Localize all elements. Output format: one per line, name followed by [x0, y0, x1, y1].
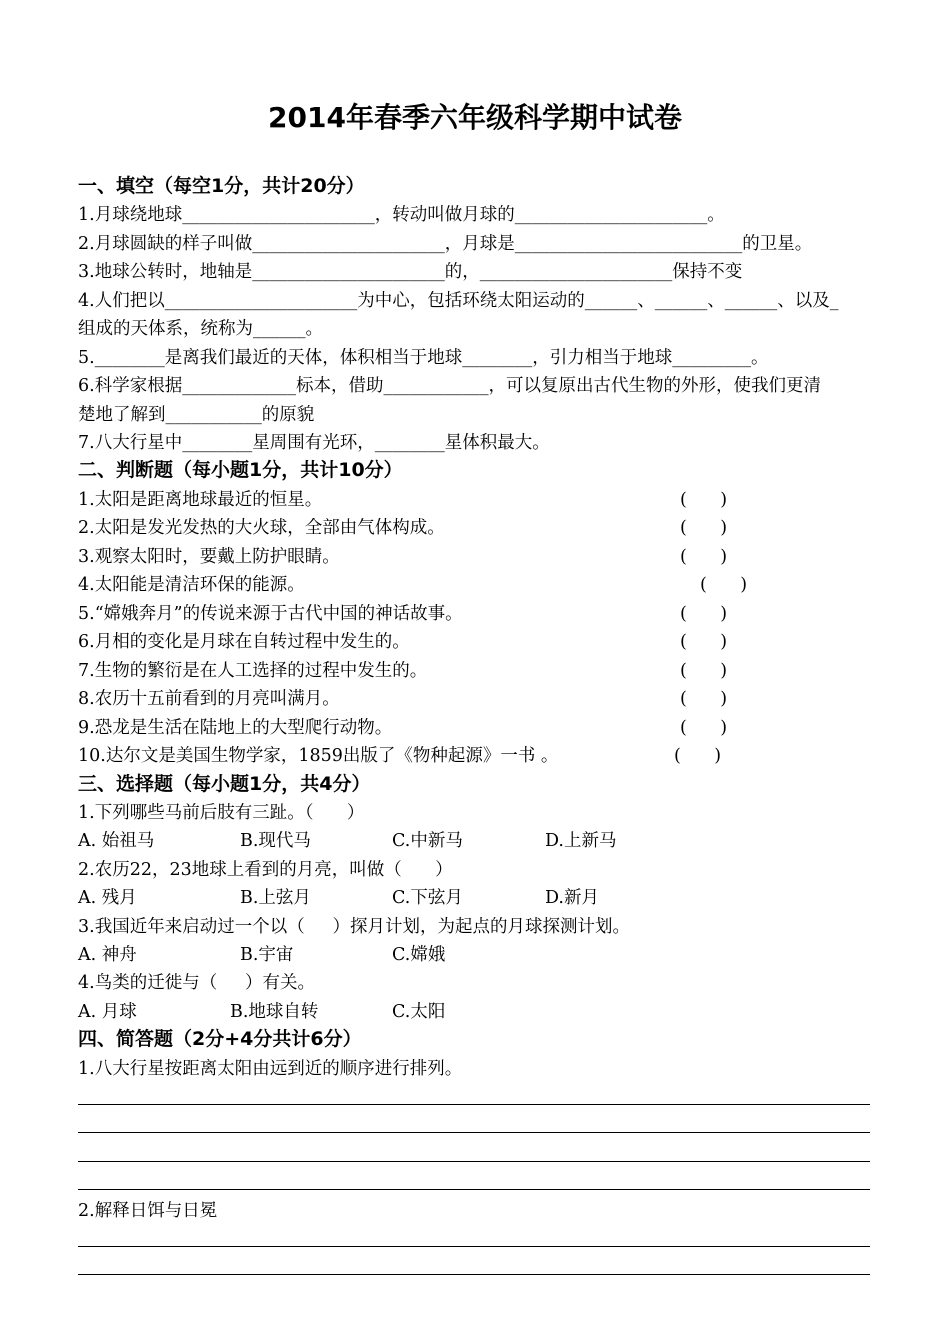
answer-parentheses: ( ) [700, 575, 748, 595]
true-false-item: 3.观察太阳时，要戴上防护眼睛。 [78, 547, 340, 567]
fill-blank-line: 4.人们把以______________________为中心，包括环绕太阳运动的______、______、______、以及_ [78, 291, 839, 311]
choice-option-c: C.下弦月 [392, 888, 463, 908]
section-heading-fill-blank: 一、填空（每空1分，共计20分） [78, 175, 365, 197]
fill-blank-line: 3.地球公转时，地轴是______________________的，______________________保持不变 [78, 262, 743, 282]
answer-parentheses: ( ) [680, 604, 728, 624]
choice-option-b: B.上弦月 [240, 888, 311, 908]
answer-line [78, 1104, 870, 1105]
fill-blank-line: 7.八大行星中________星周围有光环，________星体积最大。 [78, 433, 550, 453]
section-heading-multiple-choice: 三、选择题（每小题1分，共4分） [78, 773, 371, 795]
fill-blank-line: 楚地了解到___________的原貌 [78, 405, 315, 425]
section-heading-short-answer: 四、简答题（2分+4分共计6分） [78, 1028, 362, 1050]
true-false-item: 4.太阳能是清洁环保的能源。 [78, 575, 305, 595]
true-false-item: 7.生物的繁衍是在人工选择的过程中发生的。 [78, 661, 428, 681]
choice-question: 4.鸟类的迁徙与（ ）有关。 [78, 973, 316, 993]
page-title: 2014年春季六年级科学期中试卷 [268, 101, 682, 134]
choice-option-a: A. 神舟 [78, 945, 137, 965]
answer-parentheses: ( ) [680, 718, 728, 738]
answer-line [78, 1246, 870, 1247]
fill-blank-line: 2.月球圆缺的样子叫做______________________，月球是__________________________的卫星。 [78, 234, 813, 254]
true-false-item: 10.达尔文是美国生物学家，1859出版了《物种起源》一书 。 [78, 746, 559, 766]
fill-blank-line: 5.________是离我们最近的天体，体积相当于地球________，引力相当于地球_________。 [78, 348, 769, 368]
choice-option-c: C.太阳 [392, 1002, 446, 1022]
true-false-item: 2.太阳是发光发热的大火球，全部由气体构成。 [78, 518, 445, 538]
choice-question: 3.我国近年来启动过一个以（ ）探月计划，为起点的月球探测计划。 [78, 917, 631, 937]
answer-line [78, 1132, 870, 1133]
true-false-item: 1.太阳是距离地球最近的恒星。 [78, 490, 323, 510]
true-false-item: 6.月相的变化是月球在自转过程中发生的。 [78, 632, 410, 652]
true-false-item: 8.农历十五前看到的月亮叫满月。 [78, 689, 340, 709]
choice-option-c: C.中新马 [392, 831, 463, 851]
choice-question: 2.农历22，23地球上看到的月亮，叫做（ ） [78, 860, 453, 880]
choice-option-c: C.嫦娥 [392, 945, 446, 965]
choice-option-a: A. 残月 [78, 888, 137, 908]
choice-option-d: D.上新马 [545, 831, 617, 851]
true-false-item: 9.恐龙是生活在陆地上的大型爬行动物。 [78, 718, 393, 738]
choice-option-b: B.现代马 [240, 831, 311, 851]
answer-parentheses: ( ) [680, 689, 728, 709]
choice-option-a: A. 始祖马 [78, 831, 155, 851]
fill-blank-line: 组成的天体系，统称为______。 [78, 319, 323, 339]
fill-blank-line: 6.科学家根据_____________标本，借助____________，可以复原出古代生物的外形，使我们更清 [78, 376, 821, 396]
answer-line [78, 1274, 870, 1275]
answer-line [78, 1161, 870, 1162]
section-heading-true-false: 二、判断题（每小题1分，共计10分） [78, 459, 403, 481]
choice-question: 1.下列哪些马前后肢有三趾。（ ） [78, 803, 365, 823]
true-false-item: 5.“嫦娥奔月”的传说来源于古代中国的神话故事。 [78, 604, 463, 624]
answer-parentheses: ( ) [680, 490, 728, 510]
choice-option-b: B.地球自转 [230, 1002, 319, 1022]
answer-parentheses: ( ) [680, 518, 728, 538]
fill-blank-line: 1.月球绕地球______________________，转动叫做月球的______________________。 [78, 205, 725, 225]
choice-option-a: A. 月球 [78, 1002, 137, 1022]
answer-line [78, 1189, 870, 1190]
short-answer-question: 2.解释日饵与日冕 [78, 1201, 218, 1221]
choice-option-d: D.新月 [545, 888, 599, 908]
answer-parentheses: ( ) [680, 547, 728, 567]
answer-parentheses: ( ) [674, 746, 722, 766]
answer-parentheses: ( ) [680, 632, 728, 652]
short-answer-question: 1.八大行星按距离太阳由远到近的顺序进行排列。 [78, 1059, 463, 1079]
choice-option-b: B.宇宙 [240, 945, 294, 965]
answer-parentheses: ( ) [680, 661, 728, 681]
